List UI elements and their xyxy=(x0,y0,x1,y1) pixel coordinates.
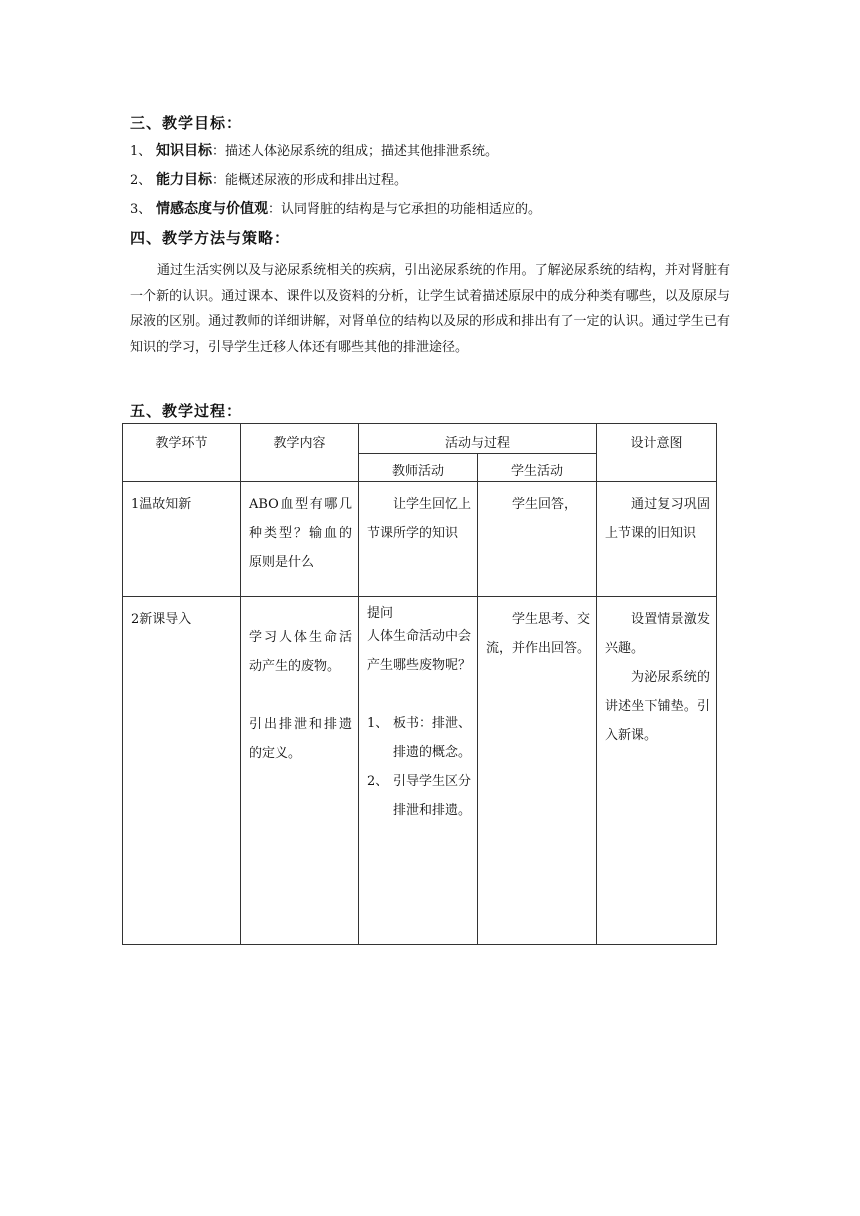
header-teacher: 教师活动 xyxy=(359,454,478,482)
objective-item xyxy=(130,171,407,190)
row2-stage: 2新课导入 xyxy=(123,597,241,945)
row2-intent-part2: 为泌尿系统的讲述坐下铺垫。引入新课。 xyxy=(605,670,711,743)
row1-teacher: 让学生回忆上节课所学的知识 xyxy=(359,482,478,597)
row2-teacher-label: 提问 xyxy=(367,606,394,621)
header-student: 学生活动 xyxy=(478,454,597,482)
objectives-heading: 三、教学目标： xyxy=(130,114,243,132)
objective-text: ：能概述尿液的形成和排出过程。 xyxy=(212,173,408,188)
objective-text: ：描述人体泌尿系统的组成；描述其他排泄系统。 xyxy=(212,144,499,159)
row2-content xyxy=(241,597,359,945)
list-item: 2、 引导学生区分排泄和排遗。 xyxy=(367,774,472,818)
objective-number: 1、 xyxy=(130,144,152,159)
header-intent: 设计意图 xyxy=(597,424,717,482)
teaching-process-table xyxy=(122,423,717,945)
row1-student: 学生回答， xyxy=(478,482,597,597)
row2-student: 学生思考、交流，并作出回答。 xyxy=(478,597,597,945)
header-activity: 活动与过程 xyxy=(359,424,597,454)
row2-intent xyxy=(597,597,717,945)
methods-paragraph: 通过生活实例以及与泌尿系统相关的疾病，引出泌尿系统的作用。了解泌尿系统的结构，并对肾脏有一个新的认识。通过课本、课件以及资料的分析，让学生试着描述原尿中的成分种类有哪些，以及原尿与尿液的区别。通过教师的详细讲解，对肾单位的结构以及尿的形成和排出有了一定的认识。通过学生已有知识的学习，引导学生迁移人体还有哪些其他的排泄途径。 xyxy=(130,263,730,355)
objective-number: 2、 xyxy=(130,173,152,188)
row2-intent-part1: 设置情景激发兴趣。 xyxy=(605,612,711,656)
row2-teacher xyxy=(359,597,478,945)
row1-intent: 通过复习巩固上节课的旧知识 xyxy=(597,482,717,597)
list-item: 1、 板书：排泄、排遗的概念。 xyxy=(367,716,472,760)
objective-key: 情感态度与价值观 xyxy=(156,201,268,217)
objective-number: 3、 xyxy=(130,202,152,217)
header-stage: 教学环节 xyxy=(123,424,241,482)
methods-heading: 四、教学方法与策略： xyxy=(130,229,291,247)
process-heading: 五、教学过程： xyxy=(130,402,243,420)
table-row xyxy=(123,597,717,945)
row1-content: ABO血型有哪几种类型？输血的原则是什么 xyxy=(241,482,359,597)
objective-key: 知识目标 xyxy=(156,143,212,159)
row2-content-part2: 引出排泄和排遗的定义。 xyxy=(249,717,352,761)
objective-key: 能力目标 xyxy=(156,172,212,188)
table-row xyxy=(123,482,717,597)
objective-item xyxy=(130,142,498,161)
row2-content-part1: 学习人体生命活动产生的废物。 xyxy=(249,630,352,674)
row1-stage: 1温故知新 xyxy=(123,482,241,597)
objective-item xyxy=(130,200,541,219)
row2-teacher-question: 人体生命活动中会产生哪些废物呢？ xyxy=(367,629,472,673)
header-content: 教学内容 xyxy=(241,424,359,482)
objective-text: ：认同肾脏的结构是与它承担的功能相适应的。 xyxy=(268,202,542,217)
